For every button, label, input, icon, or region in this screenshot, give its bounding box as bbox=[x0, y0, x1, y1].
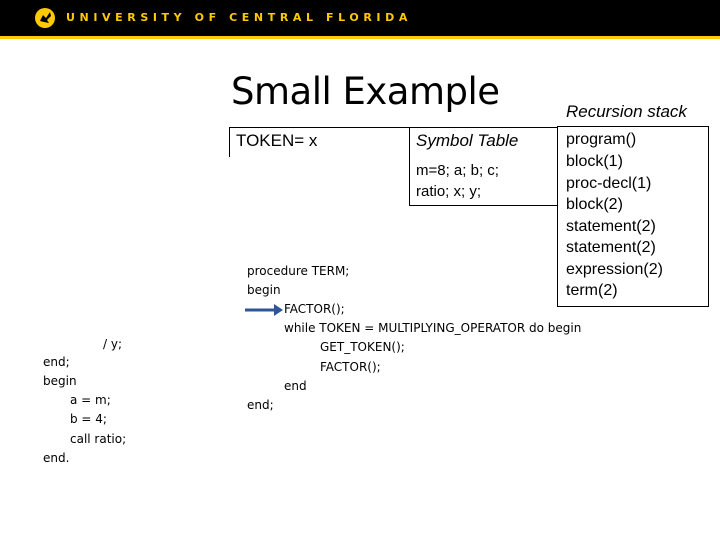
procedure-code-line: procedure TERM; bbox=[247, 264, 350, 278]
stack-frame: term(2) bbox=[566, 282, 618, 299]
header-bar bbox=[0, 0, 720, 36]
code-line: b = 4; bbox=[70, 412, 107, 426]
procedure-code-line: end bbox=[284, 379, 307, 393]
code-fragment: / y; bbox=[103, 337, 123, 351]
stack-frame: statement(2) bbox=[566, 218, 656, 235]
university-name: UNIVERSITY OF CENTRAL FLORIDA bbox=[66, 11, 412, 24]
stack-frame: program() bbox=[566, 131, 637, 148]
recursion-stack-title: Recursion stack bbox=[566, 102, 687, 121]
code-line: a = m; bbox=[70, 393, 111, 407]
stack-frame: proc-decl(1) bbox=[566, 175, 652, 192]
procedure-code-line: begin bbox=[247, 283, 281, 297]
procedure-code-line: while TOKEN = MULTIPLYING_OPERATOR do begin bbox=[284, 321, 582, 335]
symbol-table-line: m=8; a; b; c; bbox=[416, 162, 499, 179]
stack-frame: block(2) bbox=[566, 196, 623, 213]
stack-frame: block(1) bbox=[566, 153, 623, 170]
procedure-code-line: GET_TOKEN(); bbox=[320, 340, 405, 354]
procedure-code-line: end; bbox=[247, 398, 274, 412]
procedure-code-line: FACTOR(); bbox=[284, 302, 345, 316]
procedure-code-line: FACTOR(); bbox=[320, 360, 381, 374]
code-line: begin bbox=[43, 374, 77, 388]
stack-frame: expression(2) bbox=[566, 261, 663, 278]
symbol-table-title: Symbol Table bbox=[416, 131, 519, 150]
pegasus-logo-icon bbox=[34, 7, 56, 29]
token-label: TOKEN= x bbox=[236, 131, 318, 150]
symbol-table-line: ratio; x; y; bbox=[416, 183, 482, 200]
stack-frame: statement(2) bbox=[566, 239, 656, 256]
slide-title: Small Example bbox=[231, 70, 500, 113]
code-line: call ratio; bbox=[70, 432, 127, 446]
code-line: end; bbox=[43, 355, 70, 369]
code-line: end. bbox=[43, 451, 70, 465]
header-accent-line bbox=[0, 36, 720, 39]
arrow-icon bbox=[244, 300, 284, 320]
